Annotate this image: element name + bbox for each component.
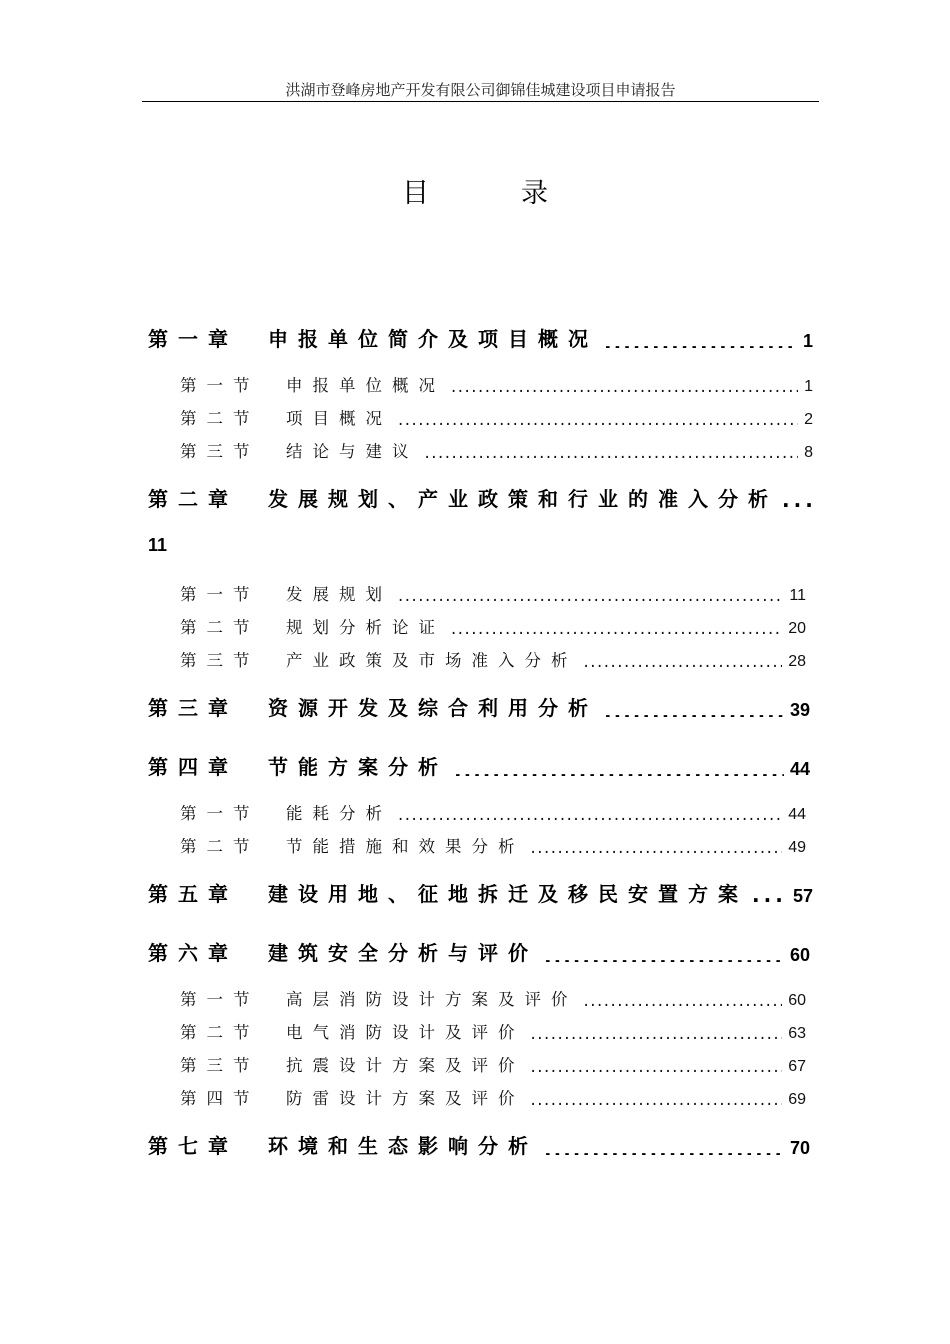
toc-entry-section-6-1[interactable] [180,986,806,1010]
toc-entry-page: 8 [804,444,813,461]
toc-entry-page: 60 [789,945,810,965]
toc-entry-label: 第二节 项目概况 [180,409,392,428]
toc-entry-page: 44 [788,806,806,823]
toc-entry-page: 69 [788,1091,806,1108]
toc-leader [584,657,783,667]
toc-entry-page: 1 [804,378,813,395]
toc-entry-label: 第六章 建筑安全分析与评价 [148,941,538,965]
toc-title [0,174,950,214]
toc-leader [604,338,797,348]
toc-entry-page-wrapped: 11 [148,535,168,555]
toc-entry-page: 28 [788,653,806,670]
toc-entry-label: 第二节 电气消防设计及评价 [180,1023,525,1042]
toc-entry-page: 39 [789,700,810,720]
toc-entry-chapter-3[interactable] [148,691,810,721]
toc-entry-label: 第五章 建设用地、征地拆迁及移民安置方案 [148,882,748,906]
toc-entry-section-6-3[interactable] [180,1052,806,1076]
toc-entry-label: 第三节 结论与建议 [180,442,419,461]
toc-entry-page: 11 [789,587,806,604]
toc-entry-label: 第一节 发展规划 [180,585,392,604]
toc-entry-section-1-2[interactable] [180,405,813,429]
toc-entry-label: 第一章 申报单位简介及项目概况 [148,327,598,351]
toc-entry-chapter-2[interactable] [148,482,817,512]
toc-entry-label: 第七章 环境和生态影响分析 [148,1134,538,1158]
toc-entry-section-2-3[interactable] [180,647,806,671]
toc-entry-page: 20 [788,620,806,637]
toc-entry-chapter-4[interactable] [148,750,810,780]
toc-entry-chapter-7[interactable] [148,1129,810,1159]
toc-entry-page: 60 [788,992,806,1009]
toc-entry-page: 1 [802,331,813,351]
toc-entry-label: 第三节 抗震设计方案及评价 [180,1056,525,1075]
toc-entry-trailing-dots: ... [752,883,787,907]
toc-entry-trailing-dots: ... [782,488,817,512]
toc-leader [604,707,784,717]
toc-entry-section-6-2[interactable] [180,1019,806,1043]
toc-leader [398,591,783,601]
toc-title-char-1: 目 [402,178,429,209]
toc-leader [544,1145,784,1155]
toc-entry-section-2-1[interactable] [180,581,806,605]
toc-leader [425,448,799,458]
toc-entry-chapter-6[interactable] [148,936,810,966]
header-rule [142,101,819,102]
toc-entry-page: 57 [792,886,813,906]
toc-entry-label: 第四节 防雷设计方案及评价 [180,1089,525,1108]
toc-entry-page: 49 [788,839,806,856]
toc-leader [451,624,782,634]
toc-entry-page: 70 [789,1138,810,1158]
toc-leader [531,843,783,853]
toc-entry-section-4-2[interactable] [180,833,806,857]
toc-leader [544,952,784,962]
running-header: 洪湖市登峰房地产开发有限公司御锦佳城建设项目申请报告 [285,81,676,99]
toc-leader [398,810,782,820]
toc-leader [531,1029,783,1039]
toc-entry-page: 44 [789,759,810,779]
toc-entry-chapter-5[interactable] [148,877,813,907]
toc-title-char-2: 录 [521,178,548,209]
toc-entry-page: 2 [804,411,813,428]
toc-entry-label: 第四章 节能方案分析 [148,755,448,779]
toc-entry-label: 第三节 产业政策及市场准入分析 [180,651,578,670]
toc-entry-label: 第二节 规划分析论证 [180,618,445,637]
toc-entry-section-6-4[interactable] [180,1085,806,1109]
toc-entry-section-1-1[interactable] [180,372,813,396]
toc-leader [451,382,798,392]
toc-entry-page: 67 [788,1058,806,1075]
toc-entry-label: 第三章 资源开发及综合利用分析 [148,696,598,720]
toc-entry-section-4-1[interactable] [180,800,806,824]
toc-leader [531,1062,783,1072]
toc-leader [584,996,783,1006]
toc-entry-label: 第一节 高层消防设计方案及评价 [180,990,578,1009]
toc-entry-section-1-3[interactable] [180,438,813,462]
toc-leader [398,415,798,425]
toc-entry-label: 第二节 节能措施和效果分析 [180,837,525,856]
toc-entry-section-2-2[interactable] [180,614,806,638]
toc-entry-chapter-1[interactable] [148,322,813,352]
toc-leader [531,1095,783,1105]
toc-entry-label: 第一节 能耗分析 [180,804,392,823]
toc-entry-page: 63 [788,1025,806,1042]
toc-entry-label: 第二章 发展规划、产业政策和行业的准入分析 [148,487,778,511]
toc-entry-label: 第一节 申报单位概况 [180,376,445,395]
toc-leader [454,766,784,776]
